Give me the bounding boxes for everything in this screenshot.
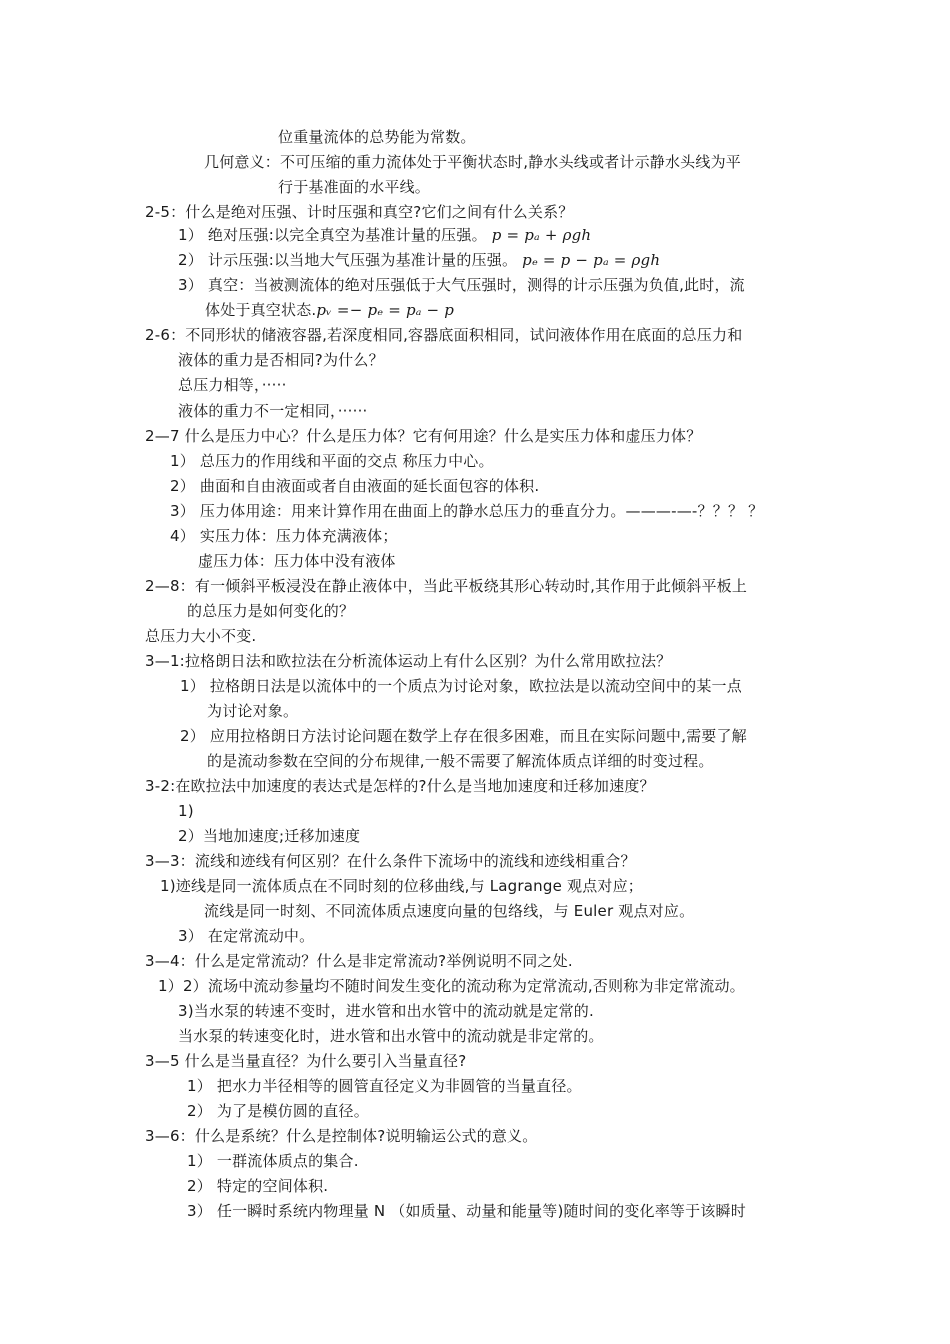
- question-heading: 2-5：什么是绝对压强、计时压强和真空?它们之间有什么关系？: [145, 203, 574, 221]
- text-line: 1）2）流场中流动参量均不随时间发生变化的流动称为定常流动,否则称为非定常流动。: [158, 977, 745, 995]
- text-line: 几何意义：不可压缩的重力流体处于平衡状态时,静水头线或者计示静水头线为平: [204, 153, 741, 171]
- text-line: 1） 拉格朗日法是以流体中的一个质点为讨论对象，欧拉法是以流动空间中的某一点: [180, 677, 742, 695]
- text-line: 的是流动参数在空间的分布规律,一般不需要了解流体质点详细的时变过程。: [207, 752, 714, 770]
- question-heading: 2—8：有一倾斜平板浸没在静止液体中，当此平板绕其形心转动时,其作用于此倾斜平板上: [145, 577, 748, 595]
- text-line: [205, 300, 454, 320]
- text-line: 1） 把水力半径相等的圆管直径定义为非圆管的当量直径。: [187, 1077, 582, 1095]
- text-line: 流线是同一时刻、不同流体质点速度向量的包络线，与 Euler 观点对应。: [204, 902, 695, 920]
- text-line: 3） 真空：当被测流体的绝对压强低于大气压强时，测得的计示压强为负值,此时，流: [178, 276, 745, 294]
- text-span: 1） 绝对压强:以完全真空为基准计量的压强。: [178, 226, 487, 244]
- question-heading: 2-6：不同形状的储液容器,若深度相同,容器底面积相同，试问液体作用在底面的总压力和: [145, 326, 743, 344]
- text-line: 3） 在定常流动中。: [178, 927, 315, 945]
- text-line: 2） 应用拉格朗日方法讨论问题在数学上存在很多困难，而且在实际问题中,需要了解: [180, 727, 747, 745]
- text-line: 总压力大小不变.: [145, 627, 257, 645]
- text-line: 1): [178, 802, 194, 820]
- text-line: [178, 225, 591, 245]
- text-line: 当水泵的转速变化时，进水管和出水管中的流动就是非定常的。: [178, 1027, 604, 1045]
- text-span: 体处于真空状态.: [205, 301, 317, 319]
- text-line: 液体的重力不一定相同，······: [178, 402, 368, 420]
- text-line: 3） 任一瞬时系统内物理量 N （如质量、动量和能量等)随时间的变化率等于该瞬时: [187, 1202, 746, 1220]
- question-heading: 3—5 什么是当量直径？为什么要引入当量直径?: [145, 1052, 467, 1070]
- question-heading: 3—6：什么是系统？什么是控制体?说明输运公式的意义。: [145, 1127, 538, 1145]
- question-heading: 3—1:拉格朗日法和欧拉法在分析流体运动上有什么区别？为什么常用欧拉法？: [145, 652, 672, 670]
- text-line: 液体的重力是否相同?为什么？: [178, 351, 384, 369]
- formula: pᵥ =− pₑ = pₐ − p: [316, 301, 455, 319]
- text-line: 1） 总压力的作用线和平面的交点 称压力中心。: [170, 452, 494, 470]
- text-line: 3） 压力体用途：用来计算作用在曲面上的静水总压力的垂直分力。———-—-？？？ ？: [170, 502, 764, 520]
- text-line: 1） 一群流体质点的集合.: [187, 1152, 359, 1170]
- text-line: [178, 250, 660, 270]
- text-line: 2） 特定的空间体积.: [187, 1177, 329, 1195]
- question-heading: 3—4：什么是定常流动？什么是非定常流动?举例说明不同之处.: [145, 952, 573, 970]
- text-line: 2） 曲面和自由液面或者自由液面的延长面包容的体积.: [170, 477, 540, 495]
- question-heading: 2—7 什么是压力中心？什么是压力体？它有何用途？什么是实压力体和虚压力体？: [145, 427, 702, 445]
- question-heading: 3—3：流线和迹线有何区别？在什么条件下流场中的流线和迹线相重合？: [145, 852, 636, 870]
- formula: pₑ = p − pₐ = ρgh: [522, 251, 661, 269]
- text-line: 的总压力是如何变化的？: [187, 602, 355, 620]
- text-line: 总压力相等，·····: [178, 376, 287, 394]
- text-line: 1)迹线是同一流体质点在不同时刻的位移曲线,与 Lagrange 观点对应；: [160, 877, 643, 895]
- text-line: 位重量流体的总势能为常数。: [278, 128, 476, 146]
- text-line: 2）当地加速度;迁移加速度: [178, 827, 361, 845]
- text-line: 虚压力体：压力体中没有液体: [198, 552, 396, 570]
- text-line: 2） 为了是模仿圆的直径。: [187, 1102, 369, 1120]
- text-line: 4） 实压力体：压力体充满液体；: [170, 527, 398, 545]
- text-line: 行于基准面的水平线。: [278, 178, 431, 196]
- question-heading: 3-2:在欧拉法中加速度的表达式是怎样的?什么是当地加速度和迁移加速度？: [145, 777, 655, 795]
- formula: p = pₐ + ρgh: [491, 226, 592, 244]
- text-line: 3)当水泵的转速不变时，进水管和出水管中的流动就是定常的.: [178, 1002, 594, 1020]
- text-line: 为讨论对象。: [207, 702, 299, 720]
- text-span: 2） 计示压强:以当地大气压强为基准计量的压强。: [178, 251, 518, 269]
